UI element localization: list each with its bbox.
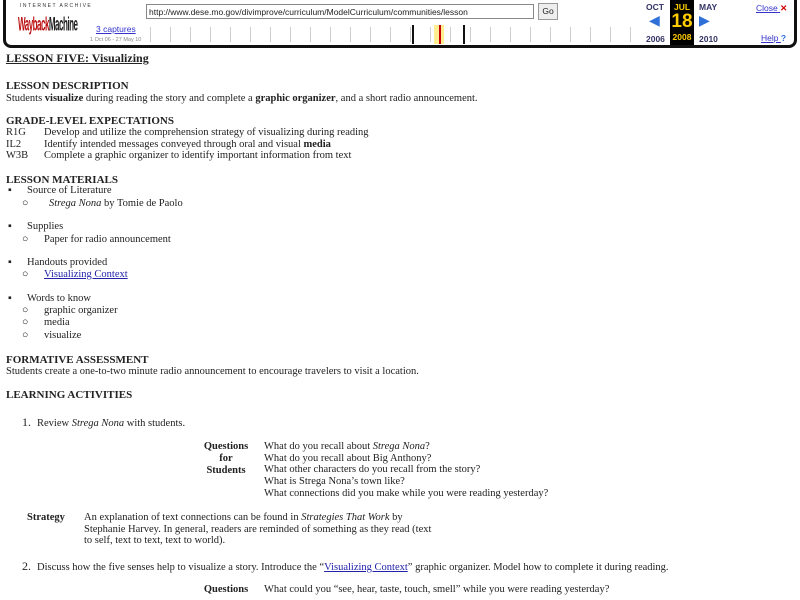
bullet-icon: ▪ [8, 185, 12, 196]
gle-row: IL2 Identify intended messages conveyed through oral and visual media [6, 138, 331, 150]
list-item: Supplies [27, 221, 64, 232]
timeline-tick [470, 27, 471, 42]
close-icon[interactable]: ✕ [780, 3, 788, 13]
timeline-tick [390, 27, 391, 42]
timeline-tick [210, 27, 211, 42]
question: What connections did you make while you were reading yesterday? [264, 487, 549, 499]
materials-heading: LESSON MATERIALS [6, 174, 118, 186]
word-item: graphic organizer [44, 305, 118, 316]
question: What could you “see, hear, taste, touch, smell” while you were reading yesterday? [264, 584, 610, 595]
capture-mark[interactable] [463, 25, 465, 44]
timeline-tick [370, 27, 371, 42]
word-item: visualize [44, 330, 82, 341]
description-text: Students visualize during reading the story and complete a graphic organizer, and a short radio announcement. [6, 93, 478, 104]
strategy-text: An explanation of text connections can be found in Strategies That Work by Stephanie Harvey. In general, readers are reminded of something as they read (text to self, text to text, text to world). [84, 512, 432, 547]
list-item: Paper for radio announcement [44, 234, 171, 245]
captures-link[interactable]: 3 captures [96, 24, 136, 34]
timeline-tick [190, 27, 191, 42]
current-year: 2008 [672, 32, 692, 42]
timeline-tick [270, 27, 271, 42]
questions-list [264, 441, 548, 500]
current-month: JUL [673, 2, 691, 12]
gle-row: W3B Complete a graphic organizer to identify important information from text [6, 150, 352, 162]
timeline-tick [590, 27, 591, 42]
wayback-toolbar [3, 0, 797, 48]
formative-text: Students create a one-to-two minute radio announcement to encourage travelers to visit a location. [6, 366, 419, 377]
url-input[interactable]: http://www.dese.mo.gov/divimprove/curriculum/ModelCurriculum/communities/lesson [146, 4, 534, 19]
timeline-tick [170, 27, 171, 42]
activity-2: 2. Discuss how the five senses help to visualize a story. Introduce the “Visualizing Context” graphic organizer. Model how to complete it during reading. [22, 559, 669, 573]
prev-month[interactable]: OCT [646, 2, 664, 12]
formative-heading: FORMATIVE ASSESSMENT [6, 354, 149, 366]
current-date [670, 0, 694, 45]
wayback-logo[interactable] [18, 15, 77, 37]
bullet-icon: ▪ [8, 221, 12, 232]
question: What do you recall about Big Anthony? [264, 452, 432, 464]
close-link[interactable] [756, 3, 787, 13]
next-arrow-icon[interactable]: ▶ [699, 14, 710, 29]
questions-label: Questions [203, 584, 249, 595]
gle-heading: GRADE-LEVEL EXPECTATIONS [6, 115, 174, 127]
timeline-tick [250, 27, 251, 42]
question: What is Strega Nona’s town like? [264, 476, 405, 488]
list-item: Handouts provided [27, 257, 108, 268]
timeline-tick [150, 27, 151, 42]
help-link[interactable] [761, 33, 786, 43]
timeline-tick [310, 27, 311, 42]
captures-range: 1 Oct 06 - 27 May 10 [90, 37, 142, 43]
description-heading: LESSON DESCRIPTION [6, 80, 129, 92]
timeline-tick [510, 27, 511, 42]
logo-caption: INTERNET ARCHIVE [20, 3, 93, 9]
timeline-tick [450, 27, 451, 42]
timeline-tick [430, 27, 431, 42]
timeline-tick [530, 27, 531, 42]
circle-bullet-icon: ○ [22, 305, 29, 316]
list-item: Source of Literature [27, 185, 112, 196]
next-year: 2010 [699, 34, 718, 44]
capture-mark[interactable] [412, 25, 414, 44]
question: What other characters do you recall from the story? [264, 464, 481, 476]
current-day: 18 [671, 11, 693, 32]
circle-bullet-icon: ○ [22, 198, 29, 209]
visualizing-context-link[interactable]: Visualizing Context [324, 562, 408, 573]
go-button[interactable]: Go [538, 3, 558, 20]
circle-bullet-icon: ○ [22, 317, 29, 328]
timeline-tick [330, 27, 331, 42]
activities-heading: LEARNING ACTIVITIES [6, 389, 133, 401]
question: What do you recall about Strega Nona? [264, 441, 430, 452]
help-icon[interactable]: ? [780, 33, 787, 43]
gle-list [6, 127, 369, 162]
timeline-tick [230, 27, 231, 42]
prev-year: 2006 [646, 34, 665, 44]
strategy-label: Strategy [27, 512, 65, 523]
activity-1: 1. Review Strega Nona with students. [22, 415, 186, 429]
bullet-icon: ▪ [8, 257, 12, 268]
gle-row: R1G Develop and utilize the comprehension strategy of visualizing during reading [6, 127, 369, 138]
timeline-tick [610, 27, 611, 42]
circle-bullet-icon: ○ [22, 269, 29, 280]
timeline-tick [290, 27, 291, 42]
logo-part: Wayback [18, 15, 49, 36]
help-label: Help [761, 33, 779, 43]
prev-arrow-icon[interactable]: ◀ [649, 14, 660, 29]
timeline[interactable] [142, 22, 632, 46]
timeline-tick [630, 27, 631, 42]
timeline-tick [570, 27, 571, 42]
timeline-tick [490, 27, 491, 42]
bullet-icon: ▪ [8, 293, 12, 304]
list-item: Words to know [27, 293, 91, 304]
logo-part: Machine [48, 15, 78, 36]
circle-bullet-icon: ○ [22, 330, 29, 341]
timeline-tick [350, 27, 351, 42]
current-capture-mark[interactable] [439, 25, 441, 44]
timeline-tick [410, 27, 411, 42]
book-title: Strega Nona [49, 198, 102, 209]
book-author: by Tomie de Paolo [101, 198, 183, 209]
circle-bullet-icon: ○ [22, 234, 29, 245]
word-item: media [44, 317, 70, 328]
timeline-tick [550, 27, 551, 42]
questions-label: Questions for Students [203, 441, 249, 476]
visualizing-context-link[interactable]: Visualizing Context [44, 269, 128, 280]
next-month[interactable]: MAY [699, 2, 718, 12]
page-title: LESSON FIVE: Visualizing [6, 51, 149, 65]
close-label: Close [756, 3, 778, 13]
